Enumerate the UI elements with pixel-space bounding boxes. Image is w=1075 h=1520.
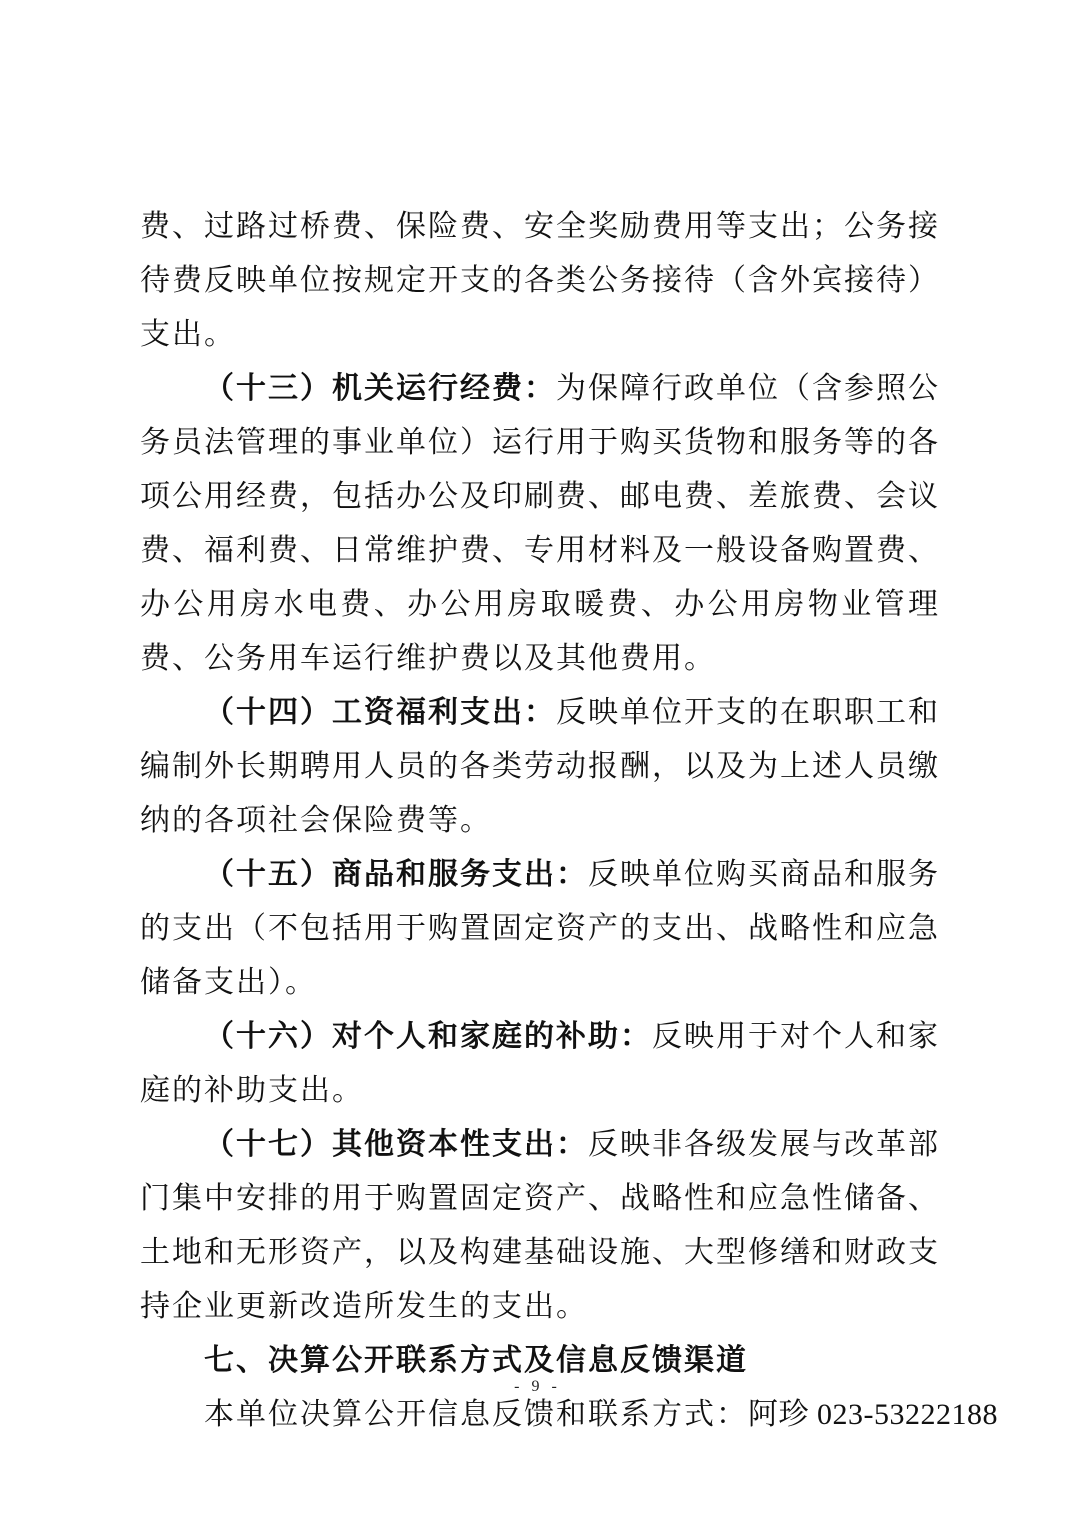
definition-paragraph-13 — [140, 362, 940, 686]
definition-text: 为保障行政单位（含参照公务员法管理的事业单位）运行用于购买货物和服务等的各项公用经费，包括办公及印刷费、邮电费、差旅费、会议费、福利费、日常维护费、专用材料及一般设备购置费、办公用房水电费、办公用房取暖费、办公用房物业管理费、公务用车运行维护费以及其他费用。 — [140, 371, 940, 676]
definition-term: （十三）机关运行经费： — [204, 371, 556, 406]
definition-text: 反映用于对个人和家庭的补助支出。 — [140, 1019, 940, 1108]
definition-term: （十四）工资福利支出： — [204, 695, 556, 730]
definition-term: （十七）其他资本性支出： — [204, 1127, 588, 1162]
section-heading: 七、决算公开联系方式及信息反馈渠道 — [204, 1343, 748, 1378]
definition-text: 反映非各级发展与改革部门集中安排的用于购置固定资产、战略性和应急性储备、土地和无形资产，以及构建基础设施、大型修缮和财政支持企业更新改造所发生的支出。 — [140, 1127, 940, 1324]
definition-paragraph-17 — [140, 1118, 940, 1334]
document-body — [140, 200, 998, 1442]
definition-term: （十六）对个人和家庭的补助： — [204, 1019, 652, 1054]
definition-text: 反映单位购买商品和服务的支出（不包括用于购置固定资产的支出、战略性和应急储备支出）。 — [140, 857, 940, 1000]
contact-value: 阿珍 023-53222188 — [748, 1398, 998, 1431]
page-number: - 9 - — [514, 1378, 561, 1395]
contact-line — [140, 1388, 998, 1442]
definition-paragraph-15 — [140, 848, 940, 1010]
definition-paragraph-14 — [140, 686, 940, 848]
definition-term: （十五）商品和服务支出： — [204, 857, 588, 892]
definition-paragraph-16 — [140, 1010, 940, 1118]
contact-label: 本单位决算公开信息反馈和联系方式： — [204, 1397, 748, 1432]
intro-paragraph: 费、过路过桥费、保险费、安全奖励费用等支出；公务接待费反映单位按规定开支的各类公务接待（含外宾接待）支出。 — [140, 209, 940, 352]
definition-text: 反映单位开支的在职职工和编制外长期聘用人员的各类劳动报酬，以及为上述人员缴纳的各项社会保险费等。 — [140, 695, 940, 838]
